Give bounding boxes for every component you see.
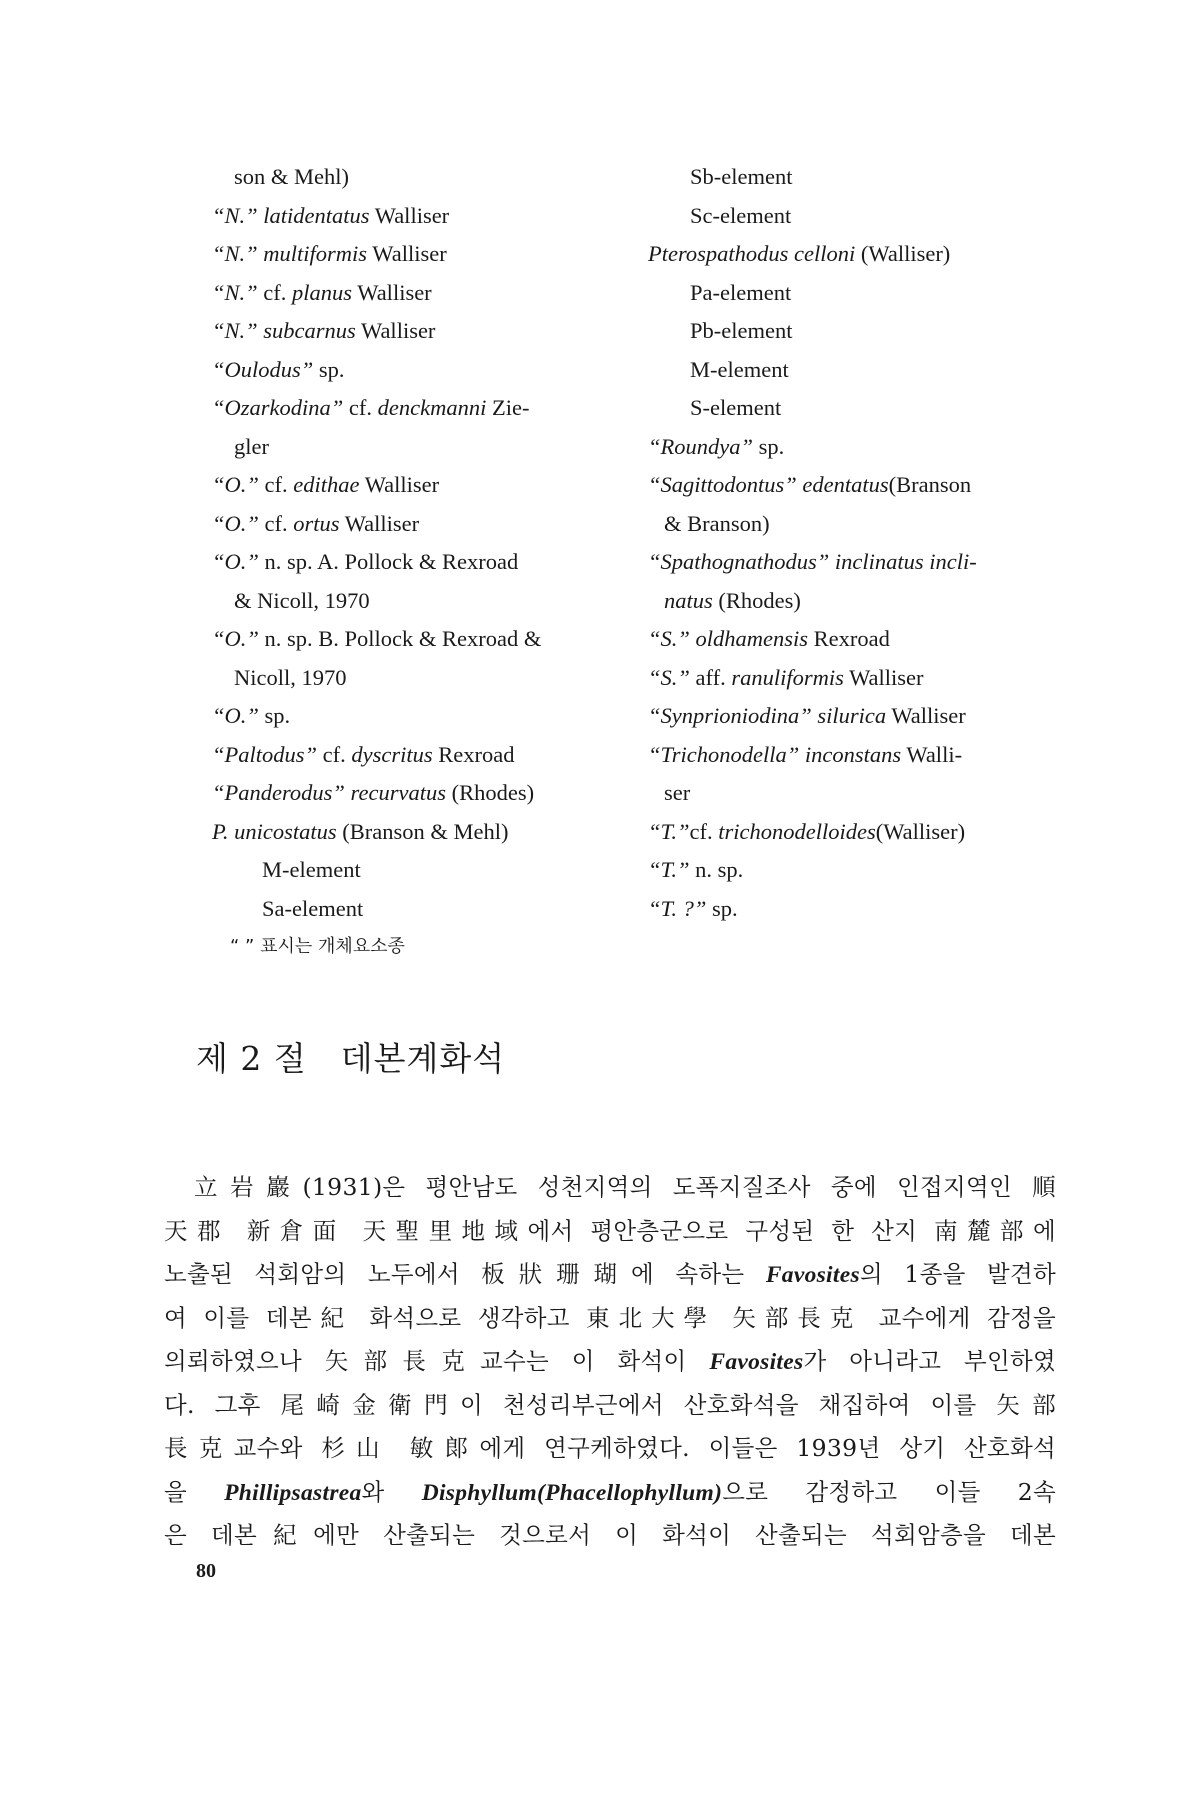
taxon-text: M-element — [690, 356, 789, 382]
paragraph-text: 여 이를 데본紀 화석으로 생각하고 東北大學 矢部長克 교수에게 감정을 — [164, 1303, 1056, 1332]
taxon-entry — [212, 774, 632, 813]
taxon-entry — [212, 428, 632, 467]
paragraph-text: 가 아니라고 부인하였 — [803, 1347, 1056, 1375]
taxon-entry — [648, 890, 1068, 929]
taxon-entry — [648, 774, 1068, 813]
taxon-entry — [212, 312, 632, 351]
taxon-entry — [648, 197, 1068, 236]
paragraph-line — [164, 1427, 1056, 1471]
taxon-text: M-element — [262, 857, 361, 882]
paragraph-line — [164, 1514, 1056, 1558]
taxon-text: cf. — [317, 741, 352, 767]
genus-name-italic: Favosites — [709, 1349, 804, 1375]
section-number: 제 2 절 — [196, 1039, 307, 1078]
taxon-text: n. sp. A. Pollock & Rexroad — [258, 549, 519, 574]
taxon-text: n. sp. B. Pollock & Rexroad & — [258, 626, 542, 651]
taxon-entry — [212, 851, 632, 890]
genus-name-italic: Favosites — [765, 1262, 860, 1288]
taxon-entry — [648, 736, 1068, 775]
taxon-entry — [648, 235, 1068, 274]
taxon-entry — [648, 697, 1068, 736]
taxon-name-italic: ranuliformis — [731, 664, 844, 690]
paragraph-text: 의뢰하였으나 矢部長克교수는 이 화석이 — [164, 1347, 710, 1375]
taxon-text: n. sp. — [689, 857, 744, 882]
paragraph-text: 天郡 新倉面 天聖里地域에서 평안층군으로 구성된 한 산지 南麓部에 — [164, 1216, 1056, 1245]
taxon-text: (Rhodes) — [445, 780, 535, 805]
taxon-entry — [212, 505, 632, 544]
taxon-list-right — [648, 158, 1068, 928]
paragraph-line — [164, 1340, 1056, 1384]
taxon-entry — [212, 890, 632, 929]
taxon-name-italic: trichonodelloides — [718, 818, 876, 844]
taxon-entry — [648, 659, 1068, 698]
taxon-text: Walliser — [359, 472, 440, 497]
paragraph-line — [164, 1384, 1056, 1428]
paragraph-text: 의 1종을 발견하 — [859, 1260, 1056, 1288]
taxon-text: Walliser — [339, 510, 420, 536]
taxon-entry — [648, 543, 1068, 582]
paragraph-text: 立岩巖(1931)은 평안남도 성천지역의 도폭지질조사 중에 인접지역인 順 — [194, 1173, 1056, 1201]
taxon-name-italic: P. unicostatus — [212, 818, 337, 844]
taxon-name-italic: “T.” — [648, 857, 690, 882]
taxon-text: Walliser — [367, 241, 447, 266]
taxon-entry — [212, 197, 632, 236]
taxon-name-italic: “Paltodus” — [212, 741, 318, 767]
taxon-text: cf. — [343, 395, 378, 420]
paragraph-text: 다. 그후 尾崎金衛門이 천성리부근에서 산호화석을 채집하여 이를 矢部 — [164, 1390, 1056, 1419]
paragraph-text: 으로 감정하고 이들 2속 — [722, 1477, 1056, 1506]
taxon-text: Sb-element — [690, 164, 793, 189]
taxon-entry — [648, 466, 1068, 505]
taxon-text: Pb-element — [690, 318, 793, 343]
taxon-entry — [212, 813, 632, 852]
paragraph-text: 을 — [164, 1477, 225, 1506]
taxon-entry — [648, 582, 1068, 621]
taxon-text: gler — [234, 433, 269, 459]
taxon-name-italic: natus — [664, 587, 713, 613]
taxon-text: aff. — [689, 664, 732, 690]
paragraph-line — [164, 1210, 1056, 1254]
taxon-text: (Branson & Mehl) — [336, 818, 509, 844]
taxon-text: Sc-element — [690, 202, 792, 228]
taxon-entry — [212, 235, 632, 274]
taxon-entry — [648, 505, 1068, 544]
taxon-name-italic: “T.” — [648, 818, 690, 844]
taxon-text: Walli- — [901, 741, 963, 767]
taxon-text: S-element — [690, 395, 782, 420]
taxon-text: Nicoll, 1970 — [234, 664, 347, 690]
taxon-text: Walliser — [355, 318, 436, 343]
taxon-text: Sa-element — [262, 895, 364, 921]
paragraph-line — [164, 1166, 1056, 1210]
taxon-entry — [212, 351, 632, 390]
taxon-text: Walliser — [843, 664, 924, 690]
taxon-text: & Nicoll, 1970 — [234, 587, 370, 613]
taxon-text: (Walliser) — [875, 818, 966, 844]
taxon-entry — [648, 158, 1068, 197]
paragraph-text: 와 — [361, 1477, 422, 1506]
taxon-name-italic: “O.” — [212, 472, 259, 497]
taxon-text: son & Mehl) — [234, 164, 349, 189]
taxon-name-italic: “O.” — [212, 703, 259, 728]
taxon-name-italic: ortus — [293, 510, 340, 536]
taxon-text: Walliser — [886, 703, 966, 728]
taxon-name-italic: “S.” oldhamensis — [648, 626, 809, 651]
taxon-entry — [648, 620, 1068, 659]
taxon-text: (Branson — [888, 472, 972, 497]
taxon-name-italic: “Panderodus” recurvatus — [212, 780, 446, 805]
taxon-text: cf. — [257, 279, 293, 305]
genus-name-italic: Disphyllum(Phacellophyllum) — [421, 1479, 723, 1506]
taxon-name-italic: “Spathognathodus” inclinatus incli- — [648, 549, 977, 574]
taxon-entry — [212, 158, 632, 197]
taxon-name-italic: “N.” latidentatus — [212, 202, 370, 228]
taxon-entry — [648, 428, 1068, 467]
taxon-text: ser — [664, 780, 691, 805]
taxon-name-italic: “N.” subcarnus — [212, 318, 356, 343]
taxon-name-italic: “O.” — [212, 626, 259, 651]
paragraph-text: 은 데본紀에만 산출되는 것으로서 이 화석이 산출되는 석회암층을 데본 — [164, 1521, 1056, 1549]
body-paragraph — [164, 1166, 1056, 1558]
genus-name-italic: Phillipsastrea — [224, 1479, 362, 1506]
taxon-text: sp. — [706, 895, 738, 921]
taxon-name-italic: “N.” — [212, 279, 258, 305]
taxon-entry — [648, 351, 1068, 390]
taxon-entry — [648, 389, 1068, 428]
footnote: “ ” 표시는 개체요소종 — [230, 936, 405, 957]
paragraph-text: 長克교수와 杉山 敏郞에게 연구케하였다. 이들은 1939년 상기 산호화석 — [164, 1434, 1056, 1462]
taxon-name-italic: “Trichonodella” inconstans — [648, 741, 902, 767]
taxon-text: Rexroad — [432, 741, 515, 767]
taxon-text: cf. — [258, 472, 294, 497]
taxon-entry — [212, 659, 632, 698]
taxon-text: Zie- — [486, 395, 530, 420]
taxon-name-italic: Pterospathodus celloni — [648, 241, 856, 266]
taxon-name-italic: denckmanni — [377, 395, 487, 420]
taxon-text: (Walliser) — [855, 241, 951, 266]
taxon-entry — [212, 389, 632, 428]
taxon-text: cf. — [258, 510, 294, 536]
section-title-text: 데본계화석 — [340, 1039, 506, 1078]
taxon-text: Walliser — [352, 279, 432, 305]
taxon-name-italic: “S.” — [648, 664, 690, 690]
taxon-name-italic: “Roundya” — [648, 433, 754, 459]
taxon-entry — [212, 543, 632, 582]
taxon-text: sp. — [313, 356, 345, 382]
taxon-name-italic: dyscritus — [351, 741, 433, 767]
taxon-entry — [212, 274, 632, 313]
taxon-text: sp. — [258, 703, 291, 728]
taxon-list-left — [212, 158, 632, 967]
taxon-name-italic: planus — [292, 279, 353, 305]
taxon-text: sp. — [753, 433, 785, 459]
taxon-name-italic: “O.” — [212, 510, 259, 536]
taxon-name-italic: “T. ?” — [648, 895, 707, 921]
taxon-name-italic: “Sagittodontus” edentatus — [648, 472, 889, 497]
paragraph-line — [164, 1471, 1056, 1515]
taxon-text: (Rhodes) — [712, 587, 801, 613]
page-number: 80 — [196, 1560, 216, 1582]
taxon-text: Rexroad — [808, 626, 890, 651]
section-heading — [196, 1033, 896, 1080]
taxon-entry — [212, 697, 632, 736]
taxon-text: & Branson) — [664, 510, 770, 536]
taxon-name-italic: “Oulodus” — [212, 356, 314, 382]
taxon-entry — [212, 466, 632, 505]
taxon-entry — [648, 274, 1068, 313]
taxon-name-italic: “Synprioniodina” silurica — [648, 703, 887, 728]
taxon-text: Pa-element — [690, 279, 792, 305]
taxon-entry — [648, 312, 1068, 351]
taxon-entry — [648, 813, 1068, 852]
taxon-entry — [212, 582, 632, 621]
taxon-name-italic: edithae — [293, 472, 360, 497]
taxon-entry — [212, 736, 632, 775]
taxon-name-italic: “O.” — [212, 549, 259, 574]
taxon-text: Walliser — [369, 202, 450, 228]
paragraph-line — [164, 1253, 1056, 1297]
taxon-text: cf. — [689, 818, 719, 844]
taxon-entry — [648, 851, 1068, 890]
taxon-entry — [212, 620, 632, 659]
paragraph-line — [164, 1297, 1056, 1341]
taxon-name-italic: “N.” multiformis — [212, 241, 368, 266]
paragraph-text: 노출된 석회암의 노두에서 板狀珊瑚에 속하는 — [164, 1260, 766, 1288]
taxon-name-italic: “Ozarkodina” — [212, 395, 344, 420]
